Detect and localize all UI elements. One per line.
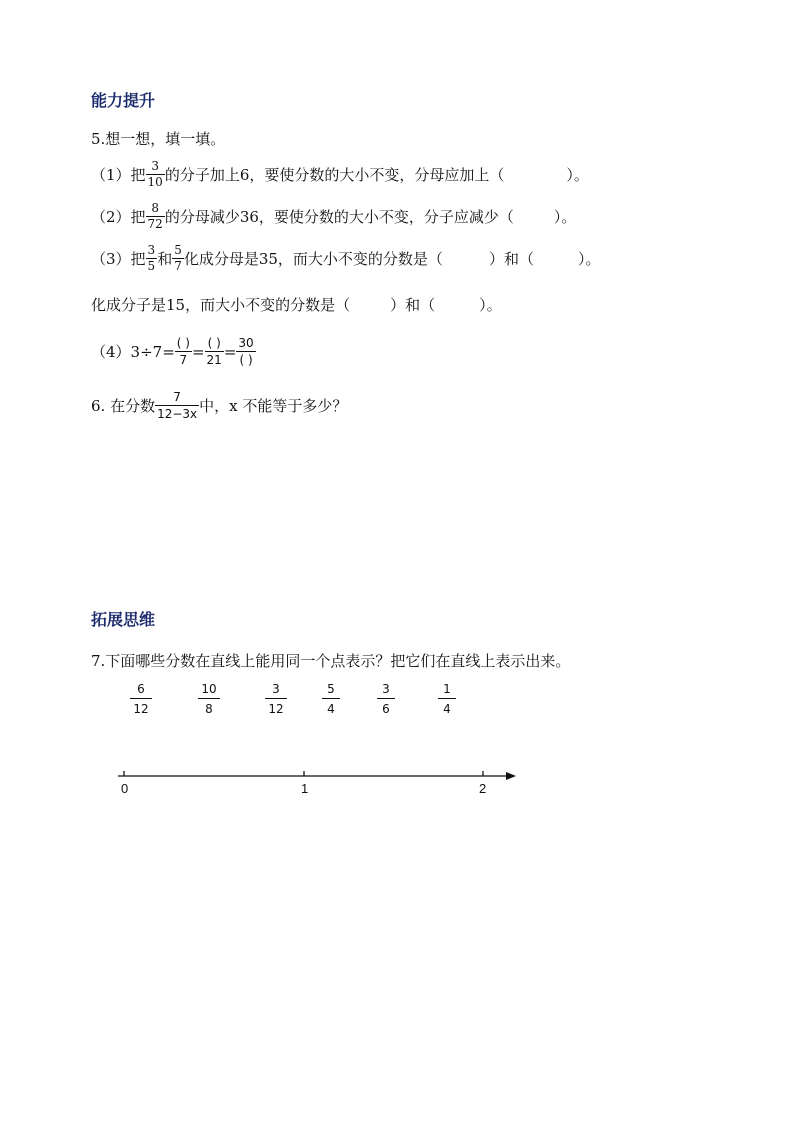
section-heading-ability: 能力提升 (91, 91, 156, 110)
part-label: （3）把 (91, 250, 146, 268)
tick-label-0: 0 (121, 781, 129, 796)
equals-sign: = (191, 342, 205, 361)
part-text: 的分母减少36，要使分数的大小不变，分子应减少（ (164, 208, 514, 226)
question-6-suffix: 中，x 不能等于多少？ (199, 397, 348, 415)
fraction-numerator: 3 (382, 682, 390, 696)
fraction-item (439, 681, 455, 717)
fraction-blank-7 (176, 336, 191, 367)
equals-sign: = (223, 342, 237, 361)
part-label: （4）3÷7= (91, 343, 175, 361)
part-close: ）。 (479, 296, 502, 314)
fraction-denominator: 6 (377, 698, 395, 717)
fraction-numerator[interactable]: ( ) (176, 336, 190, 350)
fraction-5-7 (173, 244, 183, 273)
part-close: ）。 (566, 166, 589, 184)
fraction-item (323, 681, 339, 717)
part-text: 化成分子是15，而大小不变的分数是（ (91, 296, 351, 314)
fraction-denominator: 4 (438, 698, 456, 717)
question-5-title: 5.想一想，填一填。 (91, 130, 226, 148)
fraction-numerator: 5 (327, 682, 335, 696)
fraction-item (199, 681, 219, 717)
question-5-part-3-continued (91, 294, 502, 315)
fraction-numerator: 3 (147, 243, 156, 257)
fraction-numerator: 7 (173, 390, 181, 404)
question-5-part-4 (91, 336, 256, 367)
fraction-denominator: 7 (174, 259, 182, 273)
fraction-denominator: 10 (147, 175, 163, 189)
part-text: 的分子加上6，要使分数的大小不变，分母应加上（ (164, 166, 505, 184)
fraction-denominator: 21 (206, 353, 222, 367)
part-close: ）。 (577, 250, 601, 268)
question-7-title: 7.下面哪些分数在直线上能用同一个点表示？把它们在直线上表示出来。 (91, 652, 571, 670)
fraction-numerator: 30 (238, 336, 254, 350)
fraction-numerator: 3 (151, 159, 159, 173)
and-word: 和 (157, 250, 173, 268)
fraction-item (266, 681, 286, 717)
fraction-denominator: 12 (130, 698, 152, 717)
fraction-denominator: 12−3x (157, 407, 198, 421)
fraction-denominator: 72 (147, 217, 163, 231)
tick-label-1: 1 (301, 781, 309, 796)
fraction-denominator: 5 (147, 259, 156, 273)
fraction-denominator: 12 (265, 698, 287, 717)
question-5-part-3 (91, 244, 600, 273)
fraction-30-blank (237, 336, 254, 367)
fraction-numerator: 1 (443, 682, 451, 696)
fraction-numerator: 8 (151, 201, 159, 215)
part-mid: ）和（ (390, 296, 436, 314)
part-label: （1）把 (91, 166, 146, 184)
fraction-denominator[interactable]: ( ) (236, 351, 255, 367)
fraction-numerator: 10 (201, 682, 217, 696)
fraction-numerator: 3 (272, 682, 280, 696)
part-close: ）。 (553, 208, 577, 226)
fraction-3-10 (147, 160, 164, 189)
fraction-8-72 (147, 202, 164, 231)
question-6 (91, 390, 347, 421)
fraction-numerator: 6 (137, 682, 145, 696)
number-line[interactable] (110, 762, 530, 802)
section-heading-expand: 拓展思维 (91, 610, 156, 629)
question-5-part-1 (91, 160, 589, 189)
question-6-prefix: 6. 在分数 (91, 397, 156, 415)
tick-label-2: 2 (479, 781, 487, 796)
part-text: 化成分母是35，而大小不变的分数是（ (183, 250, 443, 268)
part-mid: ）和（ (488, 250, 534, 268)
fraction-numerator[interactable]: ( ) (207, 336, 221, 350)
fraction-denominator: 4 (322, 698, 340, 717)
fraction-item (131, 681, 151, 717)
question-5-part-2 (91, 202, 576, 231)
fraction-denominator: 7 (175, 351, 192, 367)
fraction-denominator: 8 (198, 698, 220, 717)
part-label: （2）把 (91, 208, 146, 226)
fraction-numerator: 5 (174, 243, 182, 257)
fraction-item (378, 681, 394, 717)
arrow-head-icon (506, 772, 516, 780)
fraction-blank-21 (206, 336, 223, 367)
fraction-7-over-12-minus-3x (156, 390, 198, 421)
fraction-3-5 (147, 244, 157, 273)
